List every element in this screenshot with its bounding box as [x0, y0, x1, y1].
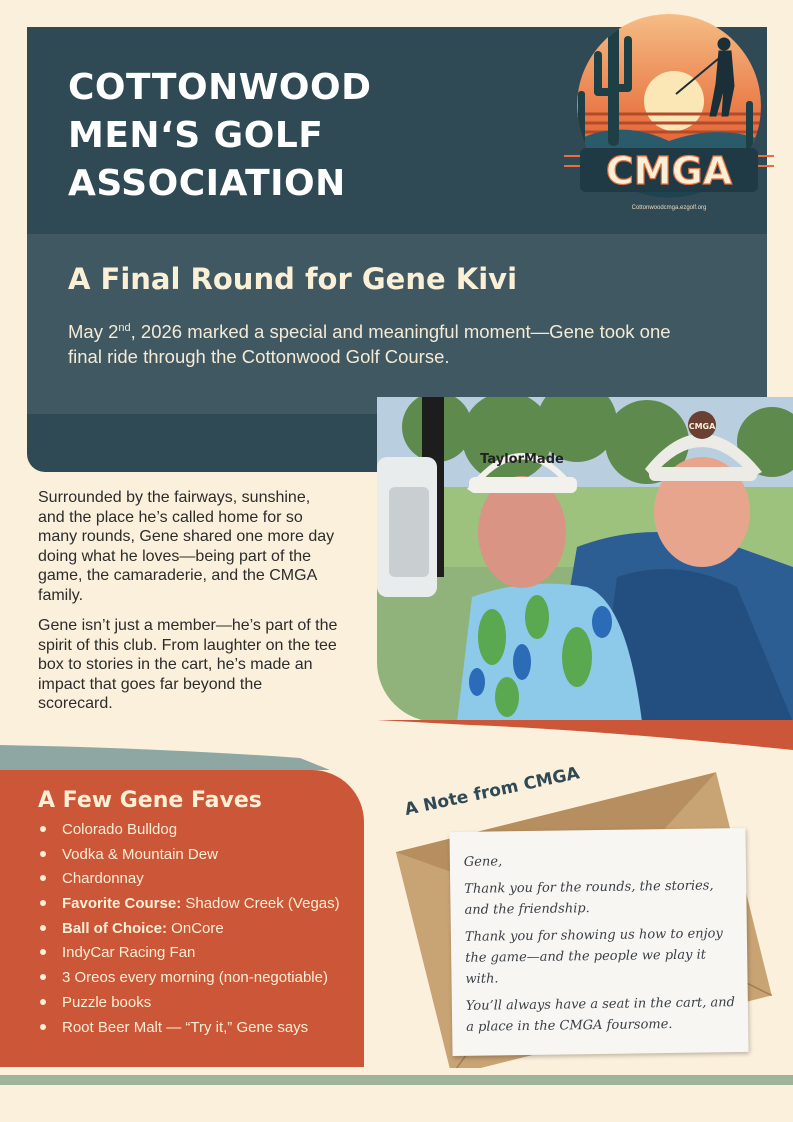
cap-logo-right: CMGA — [688, 422, 716, 431]
list-item: Chardonnay — [38, 867, 340, 892]
list-item: Vodka & Mountain Dew — [38, 843, 340, 868]
bullet-icon — [40, 949, 46, 955]
bullet-icon — [40, 999, 46, 1005]
list-item: Favorite Course: Shadow Creek (Vegas) — [38, 892, 340, 917]
list-item: Root Beer Malt — “Try it,” Gene says — [38, 1016, 340, 1041]
story-paragraph-2: Gene isn’t just a member—he’s part of the spirit of this club. From laughter on the tee box to stories in the cart, he’s made an impact that goes far beyond the scorecard. — [38, 617, 338, 712]
list-item: 3 Oreos every morning (non-negotiable) — [38, 966, 340, 991]
note-paragraph-2: Thank you for showing us how to enjoy the game—and the people we play it with. — [464, 926, 723, 987]
title-line-1: COTTONWOOD — [68, 67, 372, 108]
story-paragraph-1: Surrounded by the fairways, sunshine, and the place he’s called home for so many rounds, Gene shared one more day doing what he loves—being part of the game, the camaraderie, and the CMGA family. — [38, 489, 335, 604]
gene-and-friend-photo — [377, 397, 793, 722]
feature-title: A Final Round for Gene Kivi — [68, 262, 518, 296]
faves-title: A Few Gene Faves — [38, 788, 262, 813]
bullet-icon — [40, 851, 46, 857]
bottom-divider — [0, 1075, 793, 1085]
note-card — [449, 828, 748, 1056]
lead-rest: , 2026 marked a special and meaningful moment—Gene took one final ride through the Cottonwood Golf Course. — [68, 321, 671, 368]
note-text — [464, 848, 742, 1044]
note-paragraph-3: You’ll always have a seat in the cart, and a place in the CMGA foursome. — [465, 995, 736, 1035]
list-item: Ball of Choice: OnCore — [38, 917, 340, 942]
lead-date: May 2 — [68, 321, 119, 343]
bullet-icon — [40, 925, 46, 931]
association-title — [68, 64, 488, 208]
list-item: Colorado Bulldog — [38, 818, 340, 843]
cap-logo-left: TaylorMade — [480, 452, 564, 467]
title-line-3: ASSOCIATION — [68, 163, 346, 204]
story-text — [38, 488, 338, 725]
feature-lead — [68, 316, 678, 369]
logo-url: Cottonwoodcmga.ezgolf.org — [631, 205, 707, 211]
lead-date-suffix: nd — [118, 322, 131, 334]
bullet-icon — [40, 974, 46, 980]
bullet-icon — [40, 1024, 46, 1030]
list-item: Puzzle books — [38, 991, 340, 1016]
bullet-icon — [40, 826, 46, 832]
note-paragraph-1: Thank you for the rounds, the stories, and the friendship. — [464, 878, 714, 918]
banner-tab — [27, 414, 377, 472]
logo-text: CMGA — [605, 149, 733, 193]
list-item: IndyCar Racing Fan — [38, 941, 340, 966]
title-line-2: MEN‘S GOLF — [68, 115, 324, 156]
note-salutation: Gene, — [463, 854, 503, 870]
bullet-icon — [40, 875, 46, 881]
bullet-icon — [40, 900, 46, 906]
note-label: A Note from CMGA — [402, 763, 582, 820]
cmga-logo — [556, 6, 782, 226]
faves-list — [38, 818, 340, 1040]
